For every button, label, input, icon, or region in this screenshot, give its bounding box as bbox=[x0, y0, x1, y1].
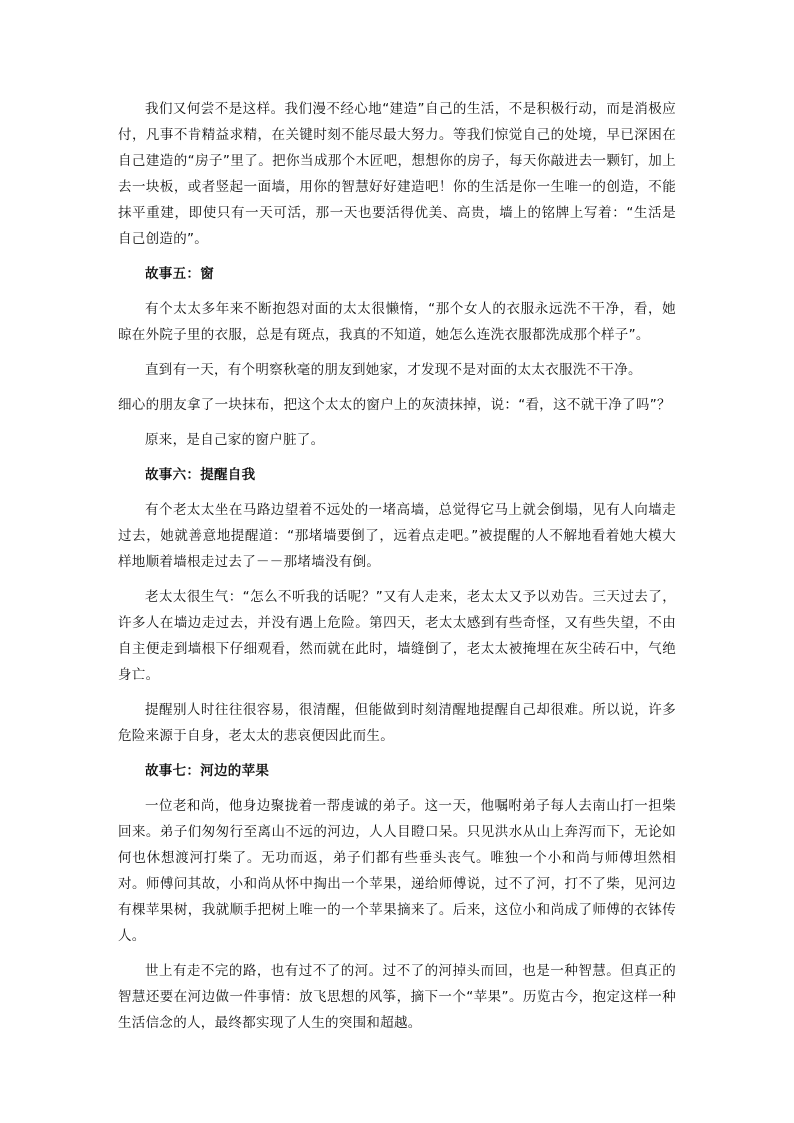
paragraph: 细心的朋友拿了一块抹布，把这个太太的窗户上的灰渍抹掉，说：“看，这不就干净了吗”？ bbox=[118, 397, 671, 413]
section-heading: 故事七：河边的苹果 bbox=[145, 763, 270, 779]
paragraph: 世上有走不完的路，也有过不了的河。过不了的河掉头而回，也是一种智慧。但真正的智慧还要在河边做一件事情：放飞思想的风筝，摘下一个“苹果”。历览古今，抱定这样一种生活信念的人，最终都实现了人生的突围和超越。 bbox=[118, 963, 676, 1031]
paragraph: 一位老和尚，他身边聚拢着一帮虔诚的弟子。这一天，他嘱咐弟子每人去南山打一担柴回来。弟子们匆匆行至离山不远的河边，人人目瞪口呆。只见洪水从山上奔泻而下，无论如何也休想渡河打柴了。无功而返，弟子们都有些垂头丧气。唯独一个小和尚与师傅坦然相对。师傅问其故，小和尚从怀中掏出一个苹果，递给师傅说，过不了河，打不了柴，见河边有棵苹果树，我就顺手把树上唯一的一个苹果摘来了。后来，这位小和尚成了师傅的衣钵传人。 bbox=[118, 798, 676, 944]
section-heading: 故事五：窗 bbox=[145, 266, 214, 282]
paragraph: 原来，是自己家的窗户脏了。 bbox=[145, 432, 325, 448]
paragraph: 直到有一天，有个明察秋毫的朋友到她家，才发现不是对面的太太衣服洗不干净。 bbox=[145, 362, 642, 378]
paragraph: 老太太很生气：“怎么不听我的话呢？”又有人走来，老太太又予以劝告。三天过去了，许多人在墙边走过去，并没有遇上危险。第四天，老太太感到有些奇怪，又有些失望，不由自主便走到墙根下仔细观看，然而就在此时，墙缝倒了，老太太被掩埋在灰尘砖石中，气绝身亡。 bbox=[118, 589, 676, 683]
paragraph: 提醒别人时往往很容易，很清醒，但能做到时刻清醒地提醒自己却很难。所以说，许多危险来源于自身，老太太的悲哀便因此而生。 bbox=[118, 702, 676, 744]
document-page bbox=[118, 96, 676, 1045]
paragraph: 有个太太多年来不断抱怨对面的太太很懒惰，“那个女人的衣服永远洗不干净，看，她晾在外院子里的衣服，总是有斑点，我真的不知道，她怎么连洗衣服都洗成那个样子”。 bbox=[118, 301, 676, 343]
paragraph: 有个老太太坐在马路边望着不远处的一堵高墙，总觉得它马上就会倒塌，见有人向墙走过去，她就善意地提醒道：“那堵墙要倒了，远着点走吧。”被提醒的人不解地看着她大模大样地顺着墙根走过去了－－那堵墙没有倒。 bbox=[118, 502, 676, 570]
section-heading: 故事六：提醒自我 bbox=[145, 467, 256, 483]
paragraph: 我们又何尝不是这样。我们漫不经心地“建造”自己的生活，不是积极行动，而是消极应付，凡事不肯精益求精，在关键时刻不能尽最大努力。等我们惊觉自己的处境，早已深困在自己建造的“房子”里了。把你当成那个木匠吧，想想你的房子，每天你敲进去一颗钉，加上去一块板，或者竖起一面墙，用你的智慧好好建造吧！你的生活是你一生唯一的创造，不能抹平重建，即使只有一天可活，那一天也要活得优美、高贵，墙上的铭牌上写着：“生活是自己创造的”。 bbox=[118, 101, 676, 247]
